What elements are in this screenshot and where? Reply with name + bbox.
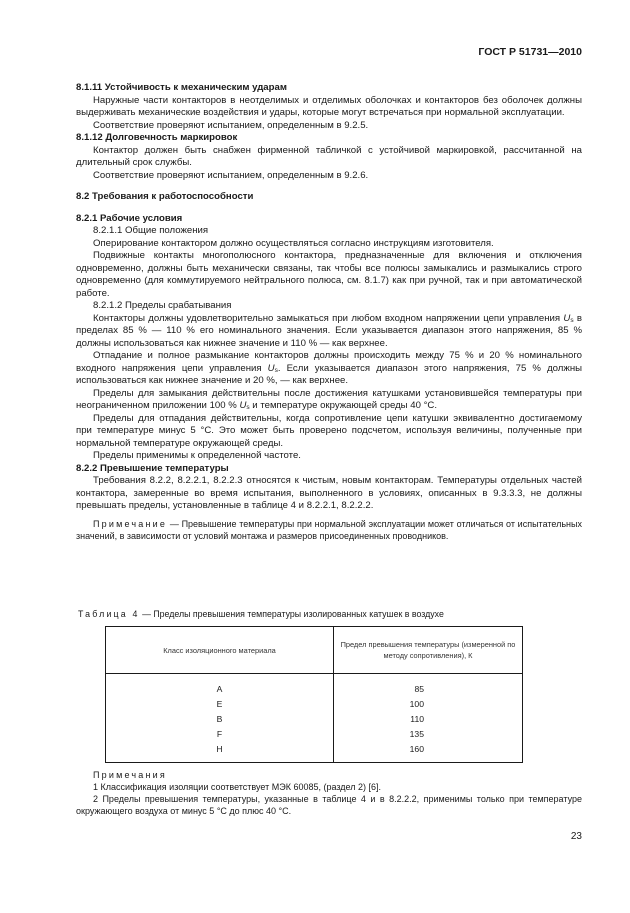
paragraph: Контактор должен быть снабжен фирменной табличкой с устойчивой маркировкой, рассчитанной на длительный срок службы. [76, 144, 582, 168]
table-row: A 85 [106, 674, 523, 698]
table-caption: Таблица 4 — Пределы превышения температуры изолированных катушек в воздухе [78, 609, 444, 619]
paragraph: Контакторы должны удовлетворительно замыкаться при любом входном напряжении цепи управления $U_s$ в пределах 85 % — 110 % его номинального значения. Если указывается диапазон этого напряжения, 85 % должны использоваться как нижнее значение и 110 % — как верхнее. [76, 312, 582, 349]
paragraph: Пределы применимы к определенной частоте. [93, 450, 301, 461]
column-header-class: Класс изоляционного материала [106, 627, 334, 674]
subheading-8-2-1-1: 8.2.1.1 Общие положения [93, 225, 209, 236]
table-row: F 135 [106, 727, 523, 742]
paragraph: Наружные части контакторов в неотделимых и отделимых оболочках и контакторов без оболочек должны выдерживать механические воздействия и удары, которые могут встречаться при нормальной эксплуатации. [76, 94, 582, 118]
paragraph: Оперирование контактором должно осуществляться согласно инструкциям изготовителя. [93, 237, 494, 249]
table-4 [105, 626, 523, 763]
heading-8-2-2: 8.2.2 Превышение температуры [76, 462, 229, 474]
paragraph: Отпадание и полное размыкание контакторов должны происходить между 75 % и 20 % номинального входного напряжения цепи управления $U_s$. Если указывается диапазон этого напряжения, 75 % должны использоваться как нижнее значение и 20 %, — как верхнее. [76, 350, 583, 386]
column-header-limit: Предел превышения температуры (измеренной по методу сопротивления), К [334, 627, 523, 674]
heading-8-2: 8.2 Требования к работоспособности [76, 191, 254, 202]
paragraph: Пределы для замыкания действительны после достижения катушками установившейся температуры при неограниченном приложении 100 % $U_s$ и температуре окружающей среды 40 °С. [76, 387, 582, 411]
heading-8-1-12: 8.1.12 Долговечность маркировок [76, 132, 238, 143]
paragraph: Пределы для отпадания действительны, когда сопротивление цепи катушки эквивалентно достигаемому при температуре минус 5 °С. Это может быть проверено подсчетом, используя величины, полученные при нормальной температуре окружающей среды. [76, 412, 582, 449]
table-notes [76, 769, 582, 817]
note: Примечание — Превышение температуры при нормальной эксплуатации может отличаться от испытательных значений, в зависимости от условий монтажа и размеров присоединенных проводников. [76, 518, 582, 541]
paragraph: Требования 8.2.2, 8.2.2.1, 8.2.2.3 относятся к чистым, новым контакторам. Температуры отдельных частей контактора, замеренные во время испытания, выполненного в условиях, описанных в 9.3.3.3, не должны превышать пределы, установленные в таблице 4 и 8.2.2.1, 8.2.2.2. [76, 475, 582, 511]
note-1: 1 Классификация изоляции соответствует МЭК 60085, (раздел 2) [6]. [93, 782, 382, 792]
table-row: E 100 [106, 697, 523, 712]
subheading-8-2-1-2: 8.2.1.2 Пределы срабатывания [93, 300, 232, 311]
heading-8-2-1: 8.2.1 Рабочие условия [76, 212, 183, 224]
paragraph: Соответствие проверяют испытанием, определенным в 9.2.5. [93, 119, 369, 131]
paragraph: Соответствие проверяют испытанием, определенным в 9.2.6. [93, 169, 369, 181]
note-2: 2 Пределы превышения температуры, указанные в таблице 4 и в 8.2.2.2, применимы только при температуре окружающего воздуха от минус 5 °С до плюс 40 °С. [76, 794, 582, 816]
standard-designation: ГОСТ Р 51731—2010 [478, 46, 582, 58]
table-row: H 160 [106, 742, 523, 763]
main-text [76, 82, 582, 542]
table-row: B 110 [106, 712, 523, 727]
notes-label: Примечания [93, 770, 167, 780]
page-number: 23 [570, 831, 582, 842]
heading-8-1-11: 8.1.11 Устойчивость к механическим ударам [76, 82, 287, 93]
paragraph: Подвижные контакты многополюсного контактора, предназначенные для включения и отключения одновременно, должны быть механически связаны, так чтобы все полюсы замыкались и размыкались строго одновременно (для коммутируемого нейтрального полюса, см. 8.1.7) как при ручной, так и при автоматической работе. [76, 250, 582, 299]
